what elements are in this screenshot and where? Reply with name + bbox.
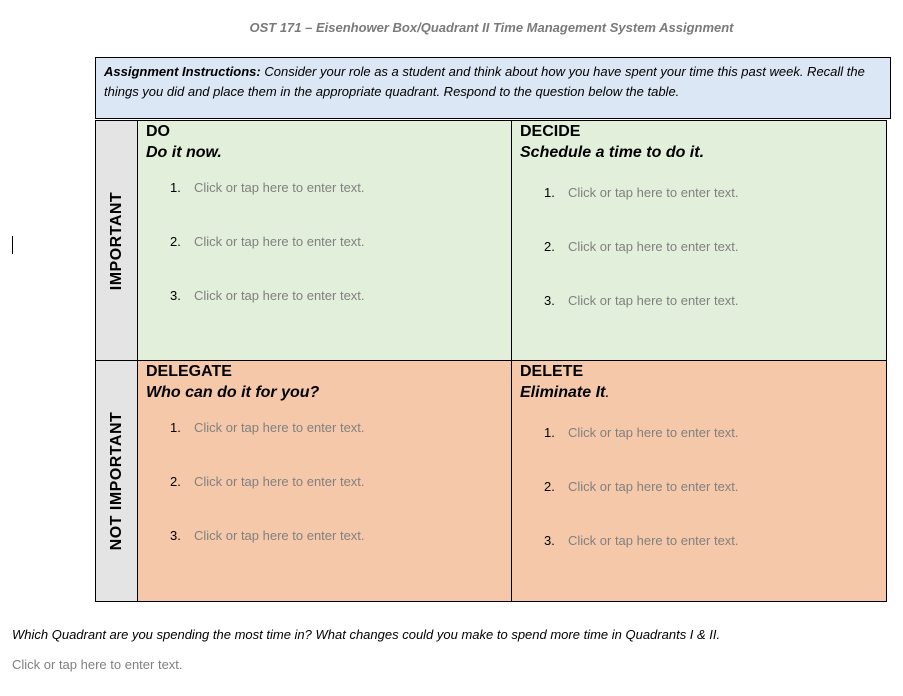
item-number: 1. [170, 180, 181, 195]
instructions-box [95, 57, 891, 119]
list-item [146, 420, 503, 474]
text-entry-field[interactable]: Click or tap here to enter text. [194, 180, 365, 195]
text-entry-field[interactable]: Click or tap here to enter text. [568, 293, 739, 308]
quadrant-decide [512, 121, 886, 361]
document-title: OST 171 – Eisenhower Box/Quadrant II Time Management System Assignment [249, 20, 734, 35]
important-label: IMPORTANT [107, 191, 125, 290]
quadrant-heading: DO [146, 123, 170, 140]
not-important-label: NOT IMPORTANT [107, 411, 125, 551]
list-item [520, 425, 878, 479]
text-entry-field[interactable]: Click or tap here to enter text. [568, 479, 739, 494]
quadrant-heading: DELEGATE [146, 363, 232, 380]
item-number: 2. [170, 234, 181, 249]
list-item [146, 528, 503, 582]
text-entry-field[interactable]: Click or tap here to enter text. [194, 234, 365, 249]
answer-entry-field[interactable]: Click or tap here to enter text. [12, 657, 183, 672]
row-label-not-important [96, 361, 138, 601]
quadrant-subheading [520, 382, 878, 404]
row-label-important [96, 121, 138, 361]
text-entry-field[interactable]: Click or tap here to enter text. [568, 425, 739, 440]
quadrant-subheading: Do it now. [146, 144, 222, 161]
item-number: 3. [544, 533, 555, 548]
list-item [520, 533, 878, 587]
list-item [520, 239, 878, 293]
eisenhower-matrix [95, 120, 887, 602]
reflection-question: Which Quadrant are you spending the most time in? What changes could you make to spend more time in Quadrants I & II. [12, 627, 721, 642]
item-number: 2. [544, 479, 555, 494]
list-item [146, 180, 503, 234]
list-item [146, 288, 503, 342]
list-item [520, 185, 878, 239]
text-entry-field[interactable]: Click or tap here to enter text. [194, 288, 365, 303]
quadrant-subheading-text: Eliminate It [520, 384, 606, 401]
text-entry-field[interactable]: Click or tap here to enter text. [568, 185, 739, 200]
item-number: 1. [170, 420, 181, 435]
text-entry-field[interactable]: Click or tap here to enter text. [194, 474, 365, 489]
quadrant-do [138, 121, 512, 361]
item-number: 2. [544, 239, 555, 254]
text-entry-field[interactable]: Click or tap here to enter text. [568, 533, 739, 548]
list-item [146, 474, 503, 528]
quadrant-delegate [138, 361, 512, 601]
item-number: 3. [170, 288, 181, 303]
item-number: 3. [170, 528, 181, 543]
text-entry-field[interactable]: Click or tap here to enter text. [194, 528, 365, 543]
item-number: 1. [544, 425, 555, 440]
instructions-label: Assignment Instructions: [104, 64, 261, 79]
list-item [146, 234, 503, 288]
item-number: 2. [170, 474, 181, 489]
quadrant-subheading-suffix: . [605, 384, 610, 401]
quadrant-delete [512, 361, 886, 601]
list-item [520, 479, 878, 533]
quadrant-heading: DELETE [520, 363, 584, 380]
instructions-text: Consider your role as a student and think about how you have spent your time this past week. Recall the things you did and place them in the appropriate quadrant. Respond to the question below the table. [104, 64, 865, 99]
text-entry-field[interactable]: Click or tap here to enter text. [194, 420, 365, 435]
quadrant-subheading: Who can do it for you? [146, 384, 320, 401]
quadrant-subheading: Schedule a time to do it. [520, 144, 705, 161]
item-number: 1. [544, 185, 555, 200]
text-entry-field[interactable]: Click or tap here to enter text. [568, 239, 739, 254]
quadrant-heading: DECIDE [520, 123, 581, 140]
text-cursor [12, 236, 13, 254]
list-item [520, 293, 878, 347]
item-number: 3. [544, 293, 555, 308]
